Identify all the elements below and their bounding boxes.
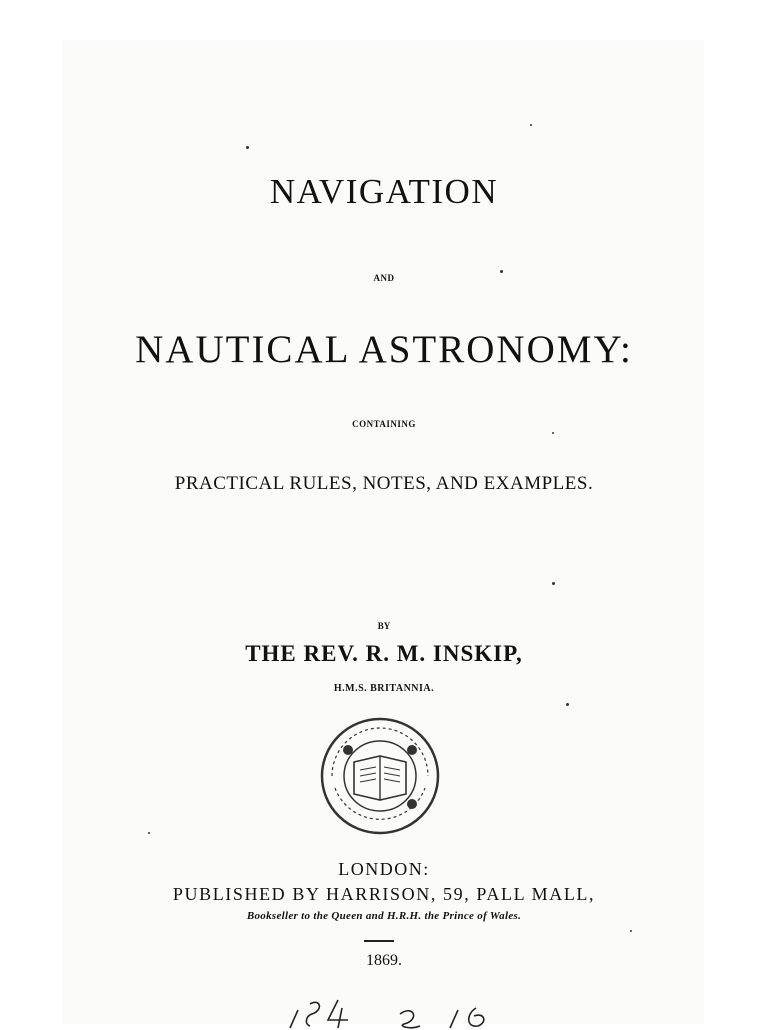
paper-speck bbox=[148, 832, 150, 834]
short-rule bbox=[364, 940, 394, 942]
library-stamp bbox=[310, 716, 450, 836]
paper-speck bbox=[566, 703, 569, 706]
book-subtitle: NAUTICAL ASTRONOMY: bbox=[135, 328, 633, 371]
publication-place: LONDON: bbox=[338, 859, 430, 879]
containing-label: CONTAINING bbox=[352, 419, 416, 429]
paper-speck bbox=[246, 146, 249, 149]
paper-speck bbox=[552, 582, 555, 585]
book-description: PRACTICAL RULES, NOTES, AND EXAMPLES. bbox=[174, 473, 594, 494]
paper-speck bbox=[552, 432, 554, 434]
paper-speck bbox=[630, 930, 632, 932]
paper-speck bbox=[500, 270, 503, 273]
paper-speck bbox=[530, 124, 532, 126]
handwritten-shelfmark bbox=[280, 990, 520, 1030]
publisher-note: Bookseller to the Queen and H.R.H. the Prince of Wales. bbox=[246, 910, 522, 922]
publication-year: 1869. bbox=[366, 952, 402, 969]
author-name: THE REV. R. M. INSKIP, bbox=[245, 641, 523, 666]
title-conjunction: AND bbox=[373, 273, 395, 283]
by-label: BY bbox=[377, 621, 391, 631]
book-title: NAVIGATION bbox=[269, 172, 499, 211]
publisher-line: PUBLISHED BY HARRISON, 59, PALL MALL, bbox=[172, 884, 596, 904]
author-affiliation: H.M.S. BRITANNIA. bbox=[333, 683, 435, 694]
